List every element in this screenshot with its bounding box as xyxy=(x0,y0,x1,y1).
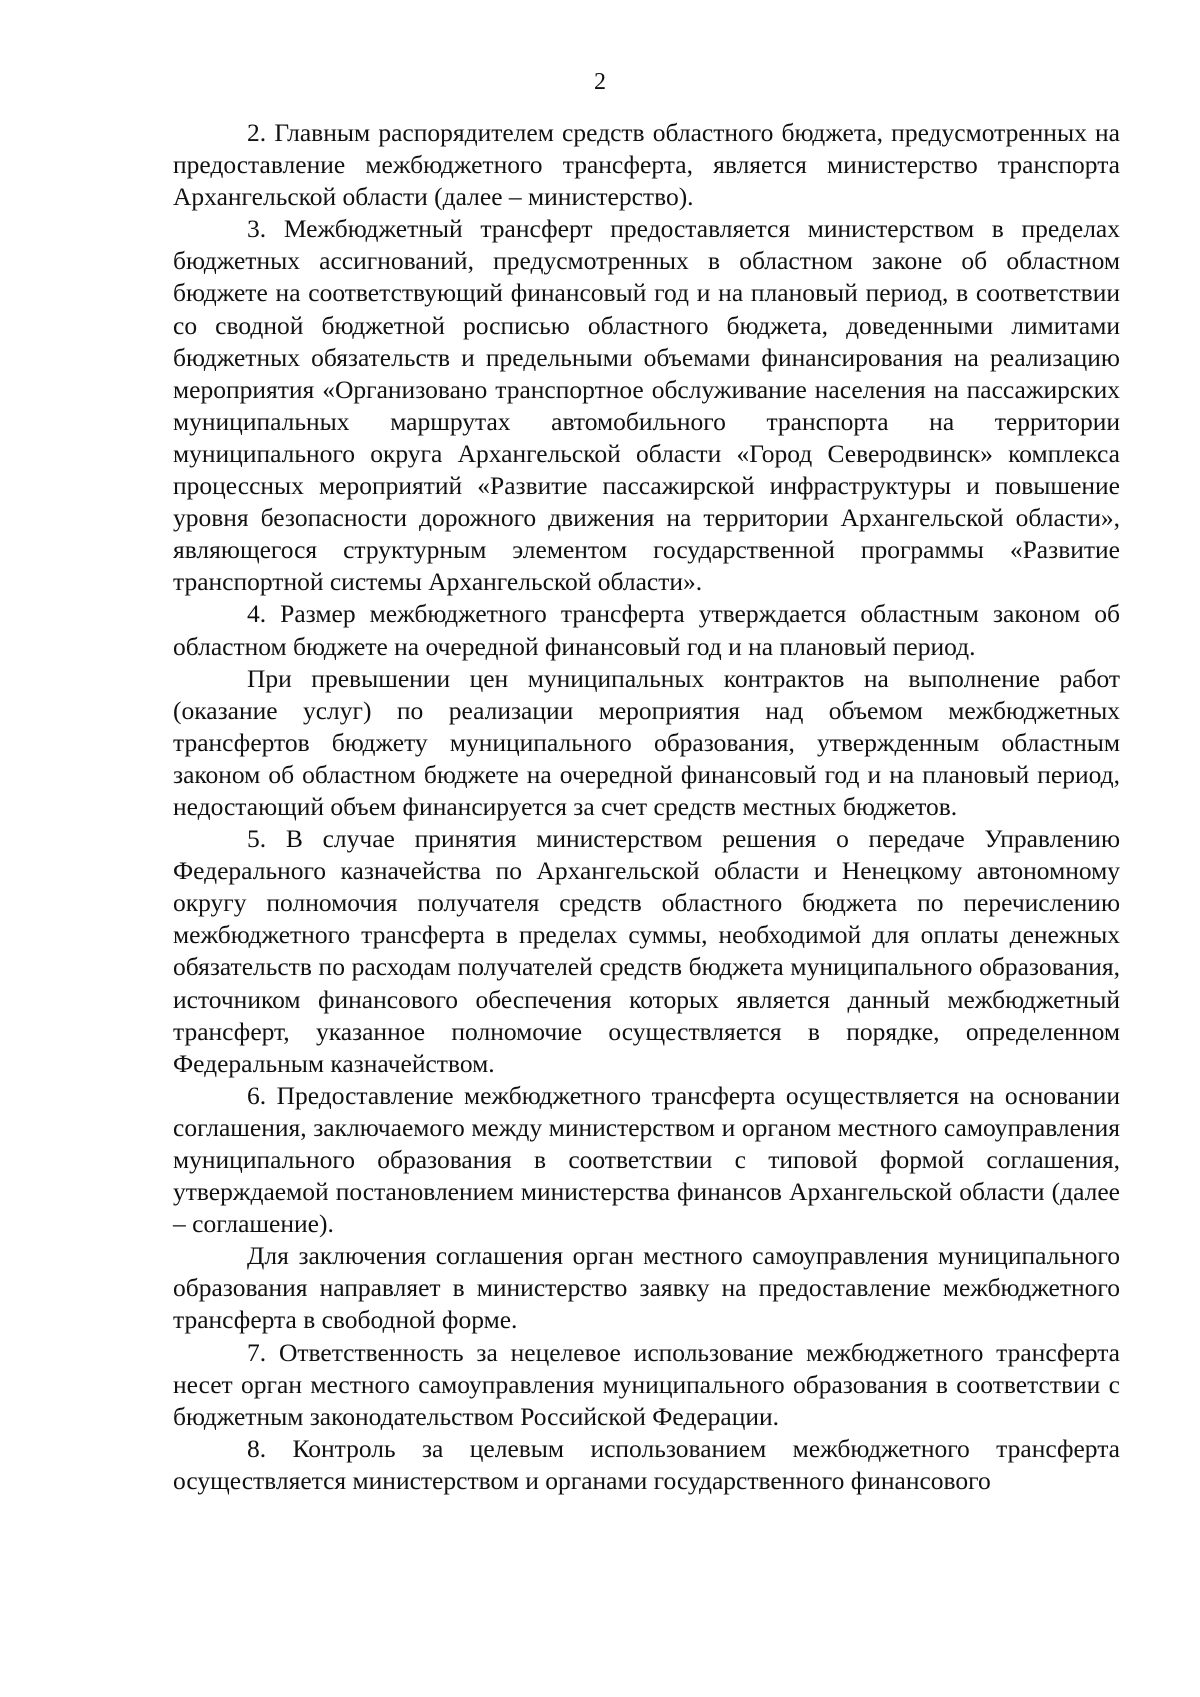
paragraph-agreement-request: Для заключения соглашения орган местного самоуправления муниципального образования направляет в министерство заявку на предоставление межбюджетного трансферта в свободной форме. xyxy=(173,1241,1120,1335)
paragraph-price-excess: При превышении цен муниципальных контрактов на выполнение работ (оказание услуг) по реализации мероприятия над объемом межбюджетных трансфертов бюджету муниципального образования, утвержденным областным законом об областном бюджете на очередной финансовый год и на плановый период, недостающий объем финансируется за счет средств местных бюджетов. xyxy=(173,663,1120,821)
paragraph-item-6: 6. Предоставление межбюджетного трансферта осуществляется на основании соглашения, заключаемого между министерством и органом местного самоуправления муниципального образования в соответствии с типовой формой соглашения, утверждаемой постановлением министерства финансов Архангельской области (далее – соглашение). xyxy=(173,1080,1120,1239)
paragraph-item-4: 4. Размер межбюджетного трансферта утверждается областным законом об областном бюджете на очередной финансовый год и на плановый период. xyxy=(173,599,1120,661)
page-number: 2 xyxy=(594,69,606,95)
paragraph-item-5: 5. В случае принятия министерством решения о передаче Управлению Федерального казначейства по Архангельской области и Ненецкому автономному округу полномочия получателя средств областного бюджета по перечислению межбюджетного трансферта в пределах суммы, необходимой для оплаты денежных обязательств по расходам получателей средств бюджета муниципального образования, источником финансового обеспечения которых является данный межбюджетный трансферт, указанное полномочие осуществляется в порядке, определенном Федеральным казначейством. xyxy=(173,824,1120,1078)
paragraph-item-8: 8. Контроль за целевым использованием межбюджетного трансферта осуществляется министерством и органами государственного финансового xyxy=(173,1433,1120,1495)
paragraph-item-2: 2. Главным распорядителем средств областного бюджета, предусмотренных на предоставление межбюджетного трансферта, является министерство транспорта Архангельской области (далее – министерство). xyxy=(173,118,1120,212)
paragraph-item-7: 7. Ответственность за нецелевое использование межбюджетного трансферта несет орган местного самоуправления муниципального образования в соответствии с бюджетным законодательством Российской Федерации. xyxy=(173,1337,1120,1431)
paragraph-item-3: 3. Межбюджетный трансферт предоставляется министерством в пределах бюджетных ассигнований, предусмотренных в областном законе об областном бюджете на соответствующий финансовый год и на плановый период, в соответствии со сводной бюджетной росписью областного бюджета, доведенными лимитами бюджетных обязательств и предельными объемами финансирования на реализацию мероприятия «Организовано транспортное обслуживание населения на пассажирских муниципальных маршрутах автомобильного транспорта на территории муниципального округа Архангельской области «Город Северодвинск» комплекса процессных мероприятий «Развитие пассажирской инфраструктуры и повышение уровня безопасности дорожного движения на территории Архангельской области», являющегося структурным элементом государственной программы «Развитие транспортной системы Архангельской области». xyxy=(173,214,1120,597)
document-body xyxy=(173,117,1120,1497)
